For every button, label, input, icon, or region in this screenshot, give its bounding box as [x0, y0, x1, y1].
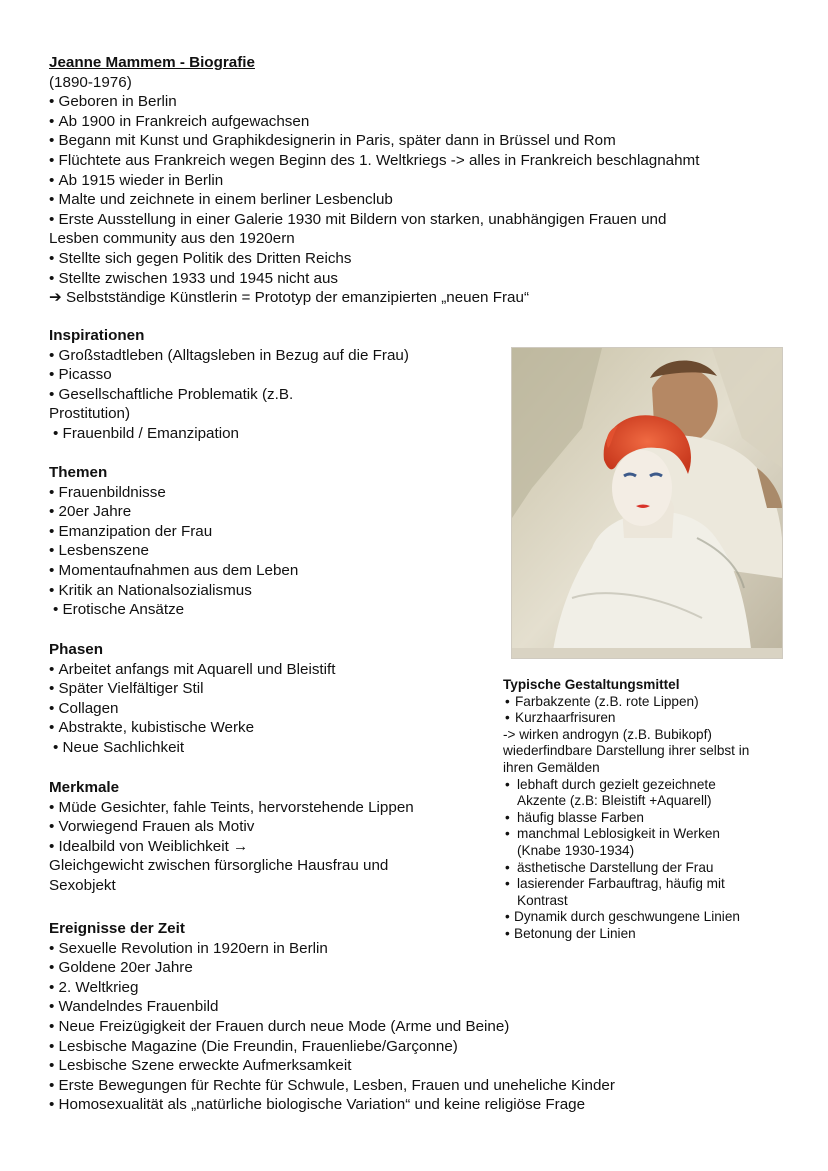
phasen-section — [49, 640, 335, 758]
list-item: • Erste Ausstellung in einer Galerie 1930 mit Bildern von starken, unabhängigen Frauen und — [49, 210, 699, 230]
list-item: • Picasso — [49, 365, 409, 385]
list-item: • Ab 1915 wieder in Berlin — [49, 171, 699, 191]
biography-conclusion: ➔ Selbstständige Künstlerin = Prototyp der emanzipierten „neuen Frau“ — [49, 288, 699, 308]
section-heading: Merkmale — [49, 779, 120, 796]
list-item: • lasierender Farbauftrag, häufig mit — [503, 876, 803, 893]
list-item-continuation: Prostitution) — [49, 405, 131, 423]
list-item: • Malte und zeichnete in einem berliner Lesbenclub — [49, 190, 699, 210]
list-item: • Sexuelle Revolution in 1920ern in Berlin — [49, 939, 615, 959]
biography-dates: (1890-1976) — [49, 73, 132, 91]
list-item: • Homosexualität als „natürliche biologische Variation“ und keine religiöse Frage — [49, 1095, 615, 1115]
list-item: • Frauenbild / Emanzipation — [49, 424, 409, 444]
list-item: • Kritik an Nationalsozialismus — [49, 581, 298, 601]
list-item-continuation: Lesben community aus den 1920ern — [49, 230, 295, 248]
themen-section — [49, 463, 298, 620]
list-item-continuation: (Knabe 1930-1934) — [517, 842, 635, 858]
list-item: • Flüchtete aus Frankreich wegen Beginn des 1. Weltkriegs -> alles in Frankreich beschlagnahmt — [49, 151, 699, 171]
list-item: • Neue Sachlichkeit — [49, 738, 335, 758]
list-item-continuation: Gleichgewicht zwischen fürsorgliche Hausfrau und — [49, 857, 389, 875]
list-item: • häufig blasse Farben — [503, 810, 803, 827]
list-item-continuation: Kontrast — [517, 892, 568, 908]
list-item: • Erotische Ansätze — [49, 600, 298, 620]
paragraph-line: ihren Gemälden — [503, 759, 600, 775]
list-item: • Stellte sich gegen Politik des Dritten Reichs — [49, 249, 699, 269]
section-heading: Themen — [49, 464, 108, 481]
list-item: • Später Vielfältiger Stil — [49, 679, 335, 699]
list-item: • Idealbild von Weiblichkeit → — [49, 837, 414, 857]
biography-section — [49, 53, 699, 308]
list-item: • Geboren in Berlin — [49, 92, 699, 112]
paragraph-line: wiederfindbare Darstellung ihrer selbst in — [503, 743, 750, 759]
list-item-continuation: Sexobjekt — [49, 876, 116, 894]
section-heading: Phasen — [49, 641, 104, 658]
list-item-continuation: Akzente (z.B: Bleistift +Aquarell) — [517, 793, 712, 809]
list-item: • Kurzhaarfrisuren — [503, 710, 803, 727]
list-item: • Farbakzente (z.B. rote Lippen) — [503, 694, 803, 711]
inspirationen-section — [49, 326, 409, 444]
list-item: • lebhaft durch gezielt gezeichnete — [503, 777, 803, 794]
list-item: • Dynamik durch geschwungene Linien — [503, 909, 803, 926]
section-heading: Inspirationen — [49, 327, 145, 344]
list-item: • Goldene 20er Jahre — [49, 958, 615, 978]
list-item: • Begann mit Kunst und Graphikdesignerin in Paris, später dann in Brüssel und Rom — [49, 131, 699, 151]
list-item: • 2. Weltkrieg — [49, 978, 615, 998]
list-item: • ästhetische Darstellung der Frau — [503, 860, 803, 877]
list-item: • Erste Bewegungen für Rechte für Schwule, Lesben, Frauen und uneheliche Kinder — [49, 1076, 615, 1096]
list-item: • Vorwiegend Frauen als Motiv — [49, 817, 414, 837]
list-item: • Großstadtleben (Alltagsleben in Bezug auf die Frau) — [49, 346, 409, 366]
section-heading: Ereignisse der Zeit — [49, 920, 185, 937]
woman-face — [612, 450, 672, 526]
ereignisse-section — [49, 919, 615, 1115]
list-item: • Ab 1900 in Frankreich aufgewachsen — [49, 112, 699, 132]
list-item: • Stellte zwischen 1933 und 1945 nicht aus — [49, 269, 699, 289]
merkmale-section — [49, 778, 414, 896]
gestaltungsmittel-section — [503, 677, 803, 943]
list-item: • Abstrakte, kubistische Werke — [49, 718, 335, 738]
list-item: • Lesbische Szene erweckte Aufmerksamkeit — [49, 1056, 615, 1076]
list-item: • Betonung der Linien — [503, 926, 803, 943]
list-item: • Arbeitet anfangs mit Aquarell und Bleistift — [49, 660, 335, 680]
list-item: • Momentaufnahmen aus dem Leben — [49, 561, 298, 581]
list-item: • Neue Freizügigkeit der Frauen durch neue Mode (Arme und Beine) — [49, 1017, 615, 1037]
list-item: • 20er Jahre — [49, 502, 298, 522]
painting-image — [511, 347, 783, 659]
list-item: • Lesbenszene — [49, 541, 298, 561]
list-item: • Wandelndes Frauenbild — [49, 997, 615, 1017]
biography-title: Jeanne Mammem - Biografie — [49, 54, 255, 71]
section-heading: Typische Gestaltungsmittel — [503, 677, 680, 692]
list-item: • Müde Gesichter, fahle Teints, hervorstehende Lippen — [49, 798, 414, 818]
list-item: • Frauenbildnisse — [49, 483, 298, 503]
paragraph-line: -> wirken androgyn (z.B. Bubikopf) — [503, 726, 712, 742]
list-item: • Gesellschaftliche Problematik (z.B. — [49, 385, 409, 405]
list-item: • Emanzipation der Frau — [49, 522, 298, 542]
list-item: • Lesbische Magazine (Die Freundin, Frauenliebe/Garçonne) — [49, 1037, 615, 1057]
list-item: • manchmal Leblosigkeit in Werken — [503, 826, 803, 843]
list-item: • Collagen — [49, 699, 335, 719]
